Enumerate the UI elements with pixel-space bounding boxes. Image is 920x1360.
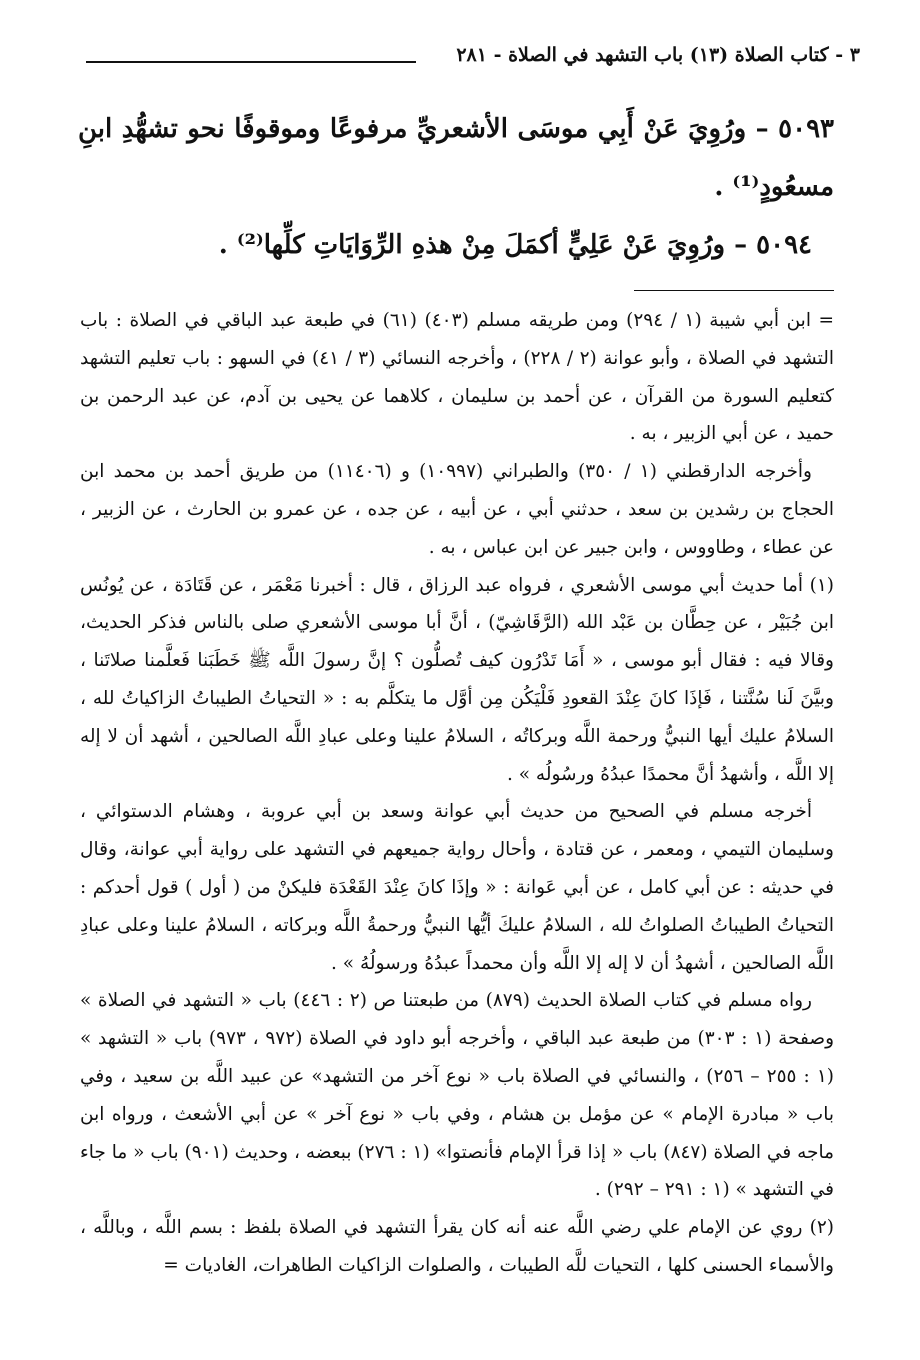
main-text [78,100,834,274]
hadith-5093: ٥٠٩٣ – ورُوِيَ عَنْ أَبِي موسَى الأشعريِّ مرفوعًا وموقوفًا نحو تشهُّدِ ابنِ مسعُودٍ⁽¹⁾ . [78,114,834,202]
footnote-paragraph: أخرجه مسلم في الصحيح من حديث أبي عوانة وسعد بن أبي عروبة ، وهشام الدستوائي ، وسليمان التيمي ، ومعمر ، عن قتادة ، وأحال رواية جميعهم في التشهد على رواية أبي عوانة، وقال في حديثه : عن أبي كامل ، عن أبي عَوانة : « وإذَا كانَ عِنْدَ القَعْدَة فليكنْ من ( أول ) قول أحدكم : التحياتُ الطيباتُ الصلواتُ لله ، السلامُ عليكَ أيُّها النبيُّ ورحمةُ اللَّه وبركاته ، السلامُ علينا وعلى عبادِ اللَّه الصالحين ، أشهدُ أن لا إله إلا اللَّه وأن محمداً عبدُهُ ورسولُهُ » . [80,801,834,974]
footnote-paragraph: رواه مسلم في كتاب الصلاة الحديث (٨٧٩) من طبعتنا ص (٢ : ٤٤٦) باب « التشهد في الصلاة » وصفحة (١ : ٣٠٣) من طبعة عبد الباقي ، وأخرجه أبو داود في الصلاة (٩٧٢ ، ٩٧٣) باب « التشهد » (١ : ٢٥٥ – ٢٥٦) ، والنسائي في الصلاة باب « نوع آخر من التشهد» عن عبيد اللَّه بن سعيد ، وفي باب « مبادرة الإمام » عن مؤمل بن هشام ، وفي باب « نوع آخر » عن أبي الأشعث ، ورواه ابن ماجه في الصلاة (٨٤٧) باب « إذا قرأ الإمام فأنصتوا» (١ : ٢٧٦) ببعضه ، وحديث (٩٠١) باب « ما جاء في التشهد » (١ : ٢٩١ – ٢٩٢) . [80,990,835,1201]
footnote-continuation: = ابن أبي شيبة (١ / ٢٩٤) ومن طريقه مسلم (٤٠٣) (٦١) في طبعة عبد الباقي في الصلاة : باب التشهد في الصلاة ، وأبو عوانة (٢ / ٢٢٨) ، وأخرجه النسائي (٣ / ٤١) في السهو : باب تعليم التشهد كتعليم السورة من القرآن ، عن أحمد بن سليمان ، كلاهما عن يحيى بن آدم، عن عبد الرحمن بن حميد ، عن أبي الزبير ، به . [80,310,835,445]
footnote-paragraph: وأخرجه الدارقطني (١ / ٣٥٠) والطبراني (١٠٩٩٧) و (١١٤٠٦) من طريق أحمد بن محمد ابن الحجاج بن رشدين بن سعد ، حدثني أبي ، عن أبيه ، عن جده ، عن عمرو بن الحارث ، عن الزبير ، عن عطاء ، وطاووس ، وابن جبير عن ابن عباس ، به . [80,461,834,558]
page-title: ٣ - كتاب الصلاة (١٣) باب التشهد في الصلاة - ٢٨١ [456,44,860,66]
footnote-divider [634,290,834,291]
footnote-1: (١) أما حديث أبي موسى الأشعري ، فرواه عبد الرزاق ، قال : أخبرنا مَعْمَر ، عن قَتَادَة ، عن يُونُس ابن جُبَيْر ، عن حِطَّان بن عَبْد الله (الرَّقَاشِيّ) ، أنَّ أبا موسى الأشعري صلى بالناس فذكر الحديث، وقالا فيه : فقال أبو موسى ، « أَمَا تَدْرُون كيف تُصلُّون ؟ إنَّ رسولَ اللَّه ﷺ خَطَبَنا فَعلَّمنا صلاتَنا ، وبيَّنَ لَنا سُنَّتنا ، فَإذَا كانَ عِنْدَ القعودِ فَلْيَكُن مِن أوَّل ما يتكلَّم به : « التحياتُ الطيباتُ الزاكياتُ لله ، السلامُ عليك أيها النبيُّ ورحمة اللَّه وبركاتُه ، السلامُ علينا وعلى عبادِ اللَّه الصالحين ، أشهد أن لا إله إلا اللَّه ، وأشهدُ أنَّ محمدًا عبدُهُ ورسُولُه » . [80,574,834,785]
hadith-5094: ٥٠٩٤ – ورُوِيَ عَنْ عَلِيٍّ أكمَلَ مِنْ هذهِ الرِّوَايَاتِ كلِّها⁽²⁾ . [218,230,812,260]
footnotes [80,302,834,1285]
running-header [86,40,860,76]
header-rule [86,61,416,63]
footnote-2: (٢) روي عن الإمام علي رضي اللَّه عنه أنه كان يقرأ التشهد في الصلاة بلفظ : بسم اللَّه ، وباللَّه ، والأسماء الحسنى كلها ، التحيات للَّه الطيبات ، والصلوات الزاكيات الطاهرات، الغاديات = [80,1217,834,1276]
